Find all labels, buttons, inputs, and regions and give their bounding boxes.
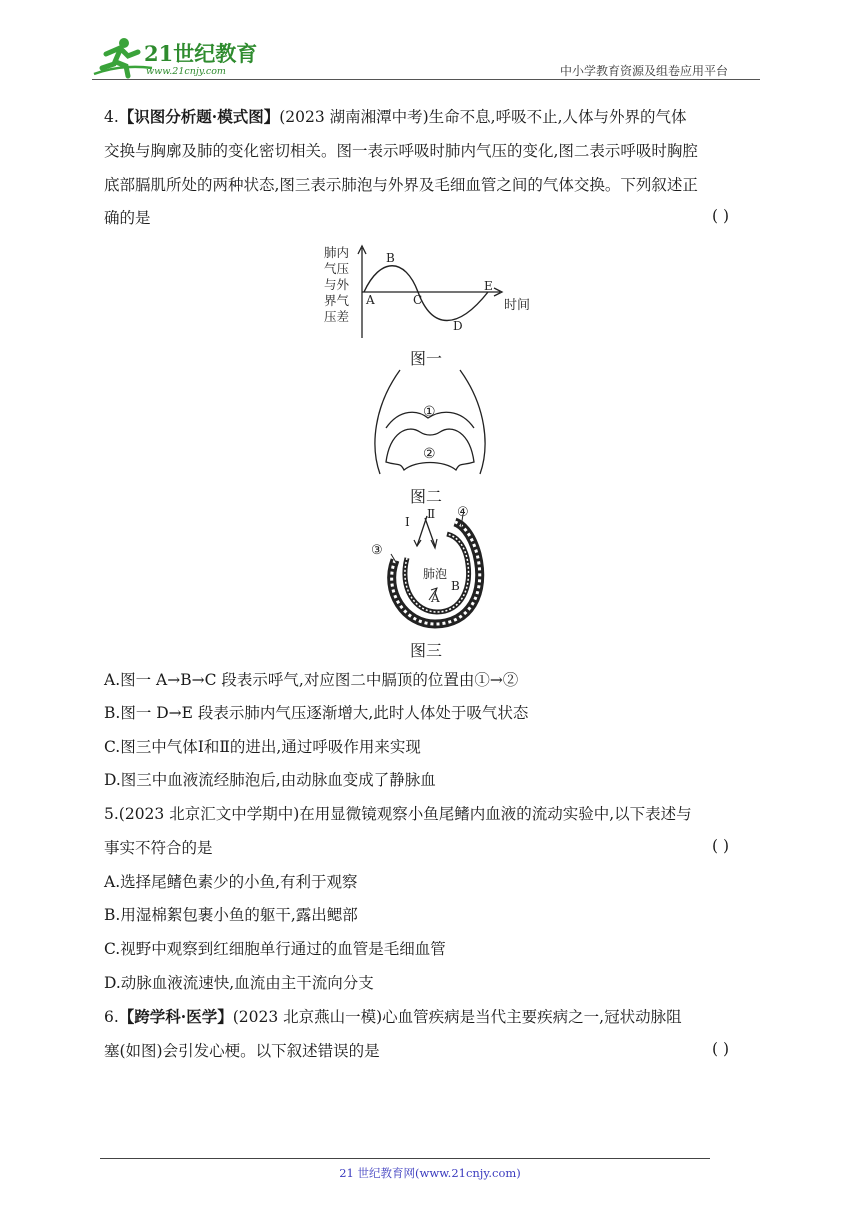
fig1-xlabel: 时间 <box>504 298 531 313</box>
figure-2 <box>360 366 500 482</box>
logo-main: 21世纪教育 <box>144 41 258 66</box>
fig2-chest-left <box>375 370 400 474</box>
fig3-label-i: Ⅰ <box>405 515 410 529</box>
q6-tag: 【跨学科·医学】 <box>118 1007 233 1026</box>
q6-number: 6. <box>104 1008 119 1026</box>
q5-option-d: D.动脉血液流速快,血流由主干流向分支 <box>104 974 374 992</box>
q4-option-b: B.图一 D→E 段表示肺内气压逐渐增大,此时人体处于吸气状态 <box>104 704 529 722</box>
q4-option-d: D.图三中血液流经肺泡后,由动脉血变成了静脉血 <box>104 771 436 789</box>
q6-text: (2023 北京燕山一模)心血管疾病是当代主要疾病之一,冠状动脉阻 <box>232 1008 682 1026</box>
fig3-label-b: B <box>451 579 460 593</box>
logo-sub: www.21cnjy.com <box>146 66 226 77</box>
fig1-point-a: A <box>366 293 375 307</box>
q6-answer-blank: ( ) <box>712 1040 730 1058</box>
figure-1 <box>320 242 540 342</box>
q4-tag: 【识图分析题·模式图】 <box>118 107 280 126</box>
header-divider <box>92 79 760 80</box>
site-logo <box>92 34 262 80</box>
fig2-label-1: ① <box>423 404 436 420</box>
fig1-point-d: D <box>453 319 463 333</box>
fig3-arrow-2 <box>425 518 435 546</box>
fig3-label-a: A <box>431 591 440 605</box>
fig3-caption: 图三 <box>410 641 443 660</box>
figure-3 <box>365 502 505 630</box>
footer-divider <box>100 1158 710 1159</box>
q5-line1: 5.(2023 北京汇文中学期中)在用显微镜观察小鱼尾鳍内血液的流动实验中,以下表述与 <box>104 805 692 823</box>
fig3-label-4: ④ <box>457 505 469 520</box>
fig3-alveolus-label: 肺泡 <box>423 567 448 581</box>
footer-text: 21 世纪教育网(www.21cnjy.com) <box>339 1166 521 1180</box>
q6-line2: 塞(如图)会引发心梗。以下叙述错误的是 <box>104 1042 380 1060</box>
fig1-ylabel-4: 界气 <box>324 293 350 308</box>
q5-line2: 事实不符合的是 <box>104 839 213 857</box>
q5-answer-blank: ( ) <box>712 837 730 855</box>
fig3-label-3: ③ <box>371 543 383 558</box>
fig1-ylabel-3: 与外 <box>324 277 350 292</box>
fig1-point-c: C <box>413 293 423 307</box>
q5-option-a: A.选择尾鳍色素少的小鱼,有利于观察 <box>104 873 358 891</box>
q6-line1 <box>104 1006 682 1028</box>
fig3-label-ii: Ⅱ <box>427 507 436 521</box>
fig2-chest-right <box>460 370 485 474</box>
q5-option-b: B.用湿棉絮包裹小鱼的躯干,露出鳃部 <box>104 906 358 924</box>
q4-answer-blank: ( ) <box>712 207 730 225</box>
q4-number: 4. <box>104 108 119 126</box>
fig1-ylabel-1: 肺内 <box>324 245 350 260</box>
fig1-ylabel-2: 气压 <box>324 261 350 276</box>
fig1-ylabel-5: 压差 <box>324 309 350 324</box>
q4-line4: 确的是 <box>104 209 151 227</box>
q4-line3: 底部膈肌所处的两种状态,图三表示肺泡与外界及毛细血管之间的气体交换。下列叙述正 <box>104 176 698 194</box>
q4-option-c: C.图三中气体Ⅰ和Ⅱ的进出,通过呼吸作用来实现 <box>104 738 421 756</box>
q5-option-c: C.视野中观察到红细胞单行通过的血管是毛细血管 <box>104 940 446 958</box>
fig2-caption: 图二 <box>410 487 443 506</box>
fig1-point-e: E <box>484 279 493 293</box>
q4-text: (2023 湖南湘潭中考)生命不息,呼吸不止,人体与外界的气体 <box>279 108 687 126</box>
q4-line2: 交换与胸廓及肺的变化密切相关。图一表示呼吸时肺内气压的变化,图二表示呼吸时胸腔 <box>104 142 698 160</box>
fig1-pressure-curve <box>364 266 488 321</box>
platform-name: 中小学教育资源及组卷应用平台 <box>560 64 729 78</box>
fig1-caption: 图一 <box>410 349 443 368</box>
fig2-label-2: ② <box>423 446 436 462</box>
q4-line1 <box>104 106 687 128</box>
fig1-point-b: B <box>386 251 395 265</box>
q4-option-a: A.图一 A→B→C 段表示呼气,对应图二中膈顶的位置由①→② <box>104 671 519 689</box>
